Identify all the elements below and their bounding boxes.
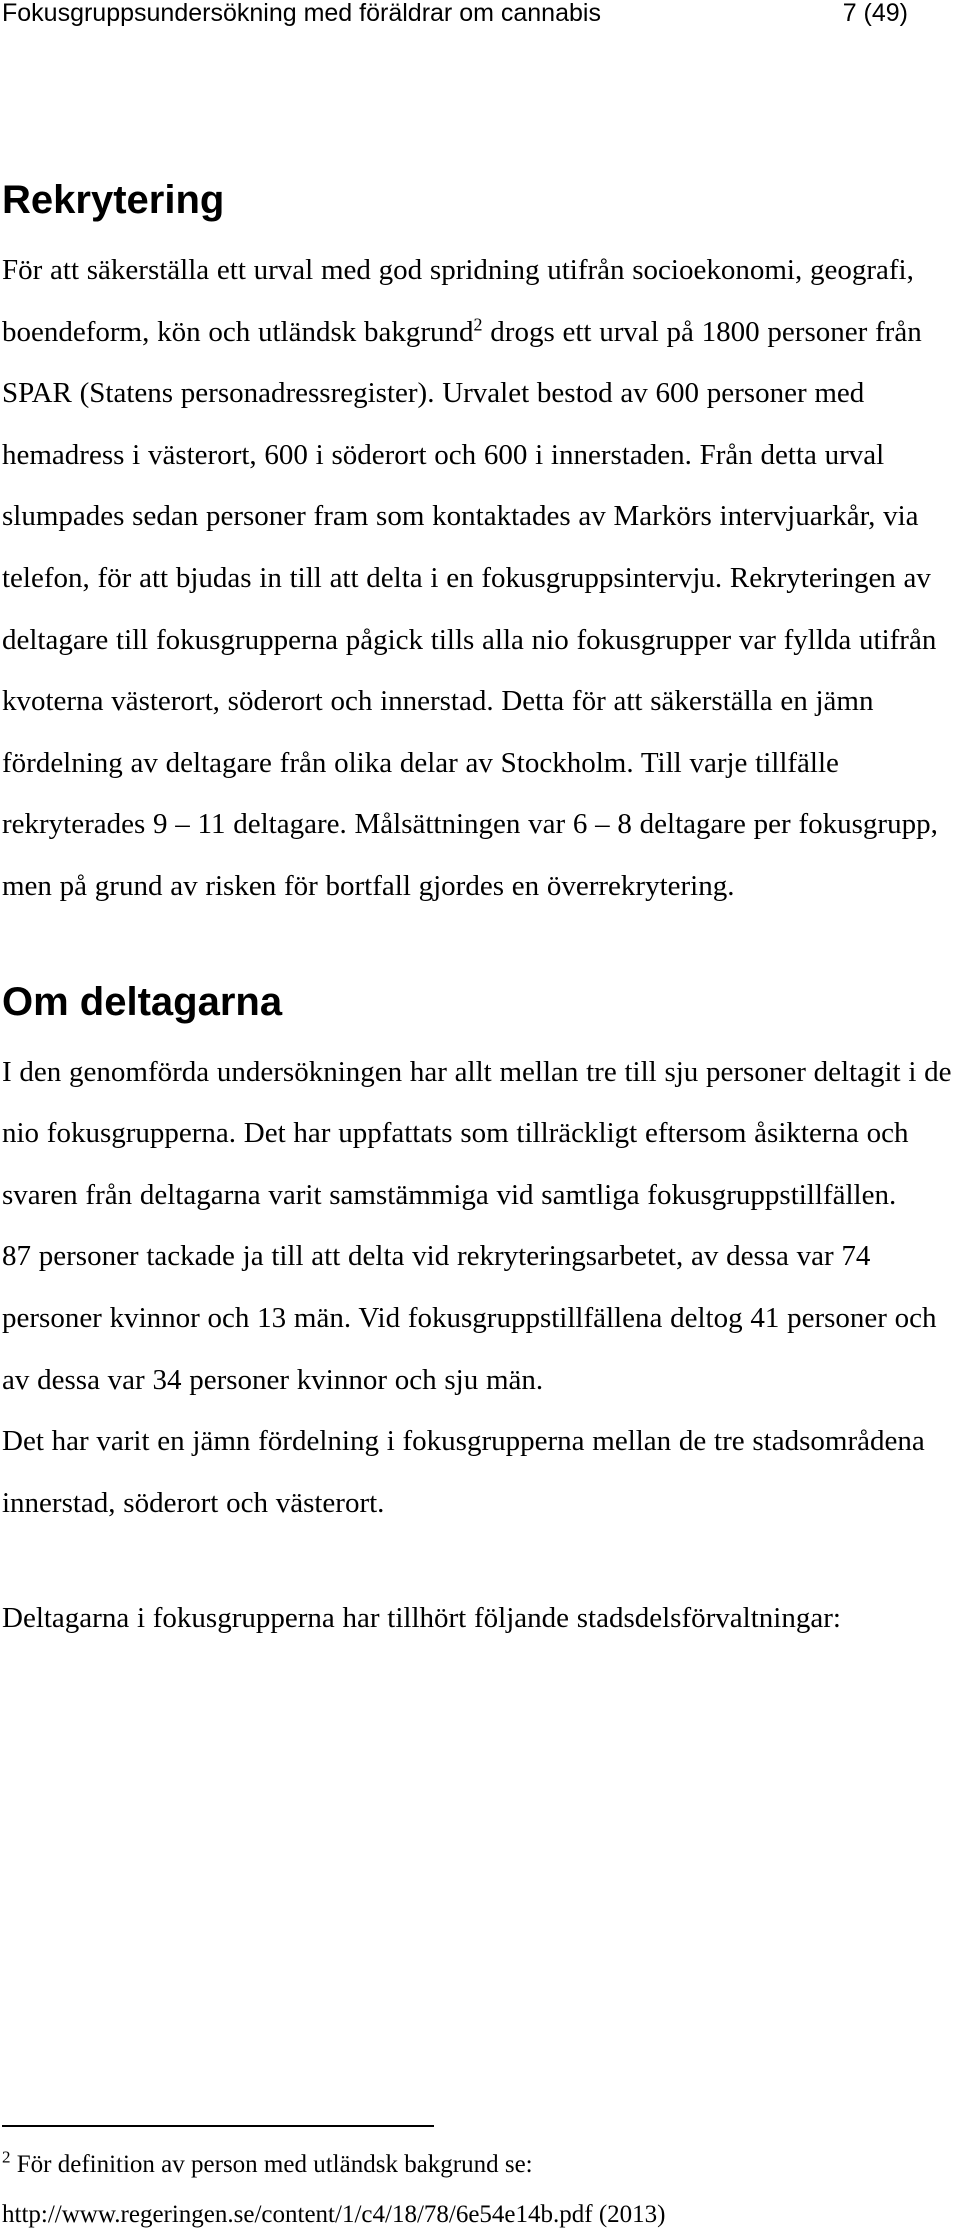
page-number: 7 (49): [842, 0, 908, 27]
paragraph-deltagarna-3: Det har varit en jämn fördelning i fokusgrupperna mellan de tre stadsområdena innerstad, söderort och västerort.: [2, 1425, 925, 1519]
paragraph-text-part-2: drogs ett urval på 1800 personer från SPAR (Statens personadressregister). Urvalet bestod av 600 personer med hemadress i västerort, 600 i söderort och 600 i innerstaden. Från detta urval slumpades sedan personer fram som kontaktades av Markörs intervjuarkår, via telefon, för att bjudas in till att delta i en fokusgruppsintervju. Rekryteringen av deltagare till fokusgrupperna pågick tills alla nio fokusgrupper var fyllda utifrån kvoterna västerort, söderort och innerstad. Detta för att säkerställa en jämn fördelning av deltagare från olika delar av Stockholm. Till varje tillfälle rekryterades 9 – 11 deltagare. Målsättningen var 6 – 8 deltagare per fokusgrupp, men på grund av risken för bortfall gjordes en överrekrytering.: [2, 315, 938, 902]
paragraph-text-part-1: För att säkerställa ett urval med god spridning utifrån socioekonomi, geografi, boendeform, kön och utländsk bakgrund: [2, 254, 914, 348]
footnote-line-1: [2, 2140, 952, 2190]
main-content: [2, 176, 952, 1650]
section-rekrytering: [2, 176, 952, 918]
footnote-url[interactable]: http://www.regeringen.se/content/1/c4/18/78/6e54e14b.pdf (2013): [2, 2201, 666, 2228]
section-heading-rekrytering: Rekrytering: [2, 178, 225, 222]
section-om-deltagarna: [2, 978, 952, 1650]
footnote-divider: [2, 2125, 434, 2127]
paragraph-deltagarna-2: 87 personer tackade ja till att delta vid rekryteringsarbetet, av dessa var 74 personer kvinnor och 13 män. Vid fokusgruppstillfällena deltog 41 personer och av dessa var 34 personer kvinnor och sju män.: [2, 1240, 937, 1396]
footnote-text: För definition av person med utländsk bakgrund se:: [10, 2151, 533, 2178]
footnote-number: 2: [2, 2147, 11, 2167]
paragraph-deltagarna-1: I den genomförda undersökningen har allt mellan tre till sju personer deltagit i de nio fokusgrupperna. Det har uppfattats som tillräckligt eftersom åsikterna och svaren från deltagarna varit samstämmiga vid samtliga fokusgruppstillfällen.: [2, 1055, 952, 1211]
document-title: Fokusgruppsundersökning med föräldrar om cannabis: [2, 0, 601, 27]
section-heading-om-deltagarna: Om deltagarna: [2, 979, 283, 1024]
footnote: [2, 2140, 952, 2240]
paragraph-deltagarna-4: Deltagarna i fokusgrupperna har tillhört följande stadsdelsförvaltningar:: [2, 1602, 841, 1635]
running-header: [2, 0, 908, 38]
paragraph-rekrytering: [2, 240, 952, 918]
footnote-reference[interactable]: 2: [473, 313, 483, 334]
